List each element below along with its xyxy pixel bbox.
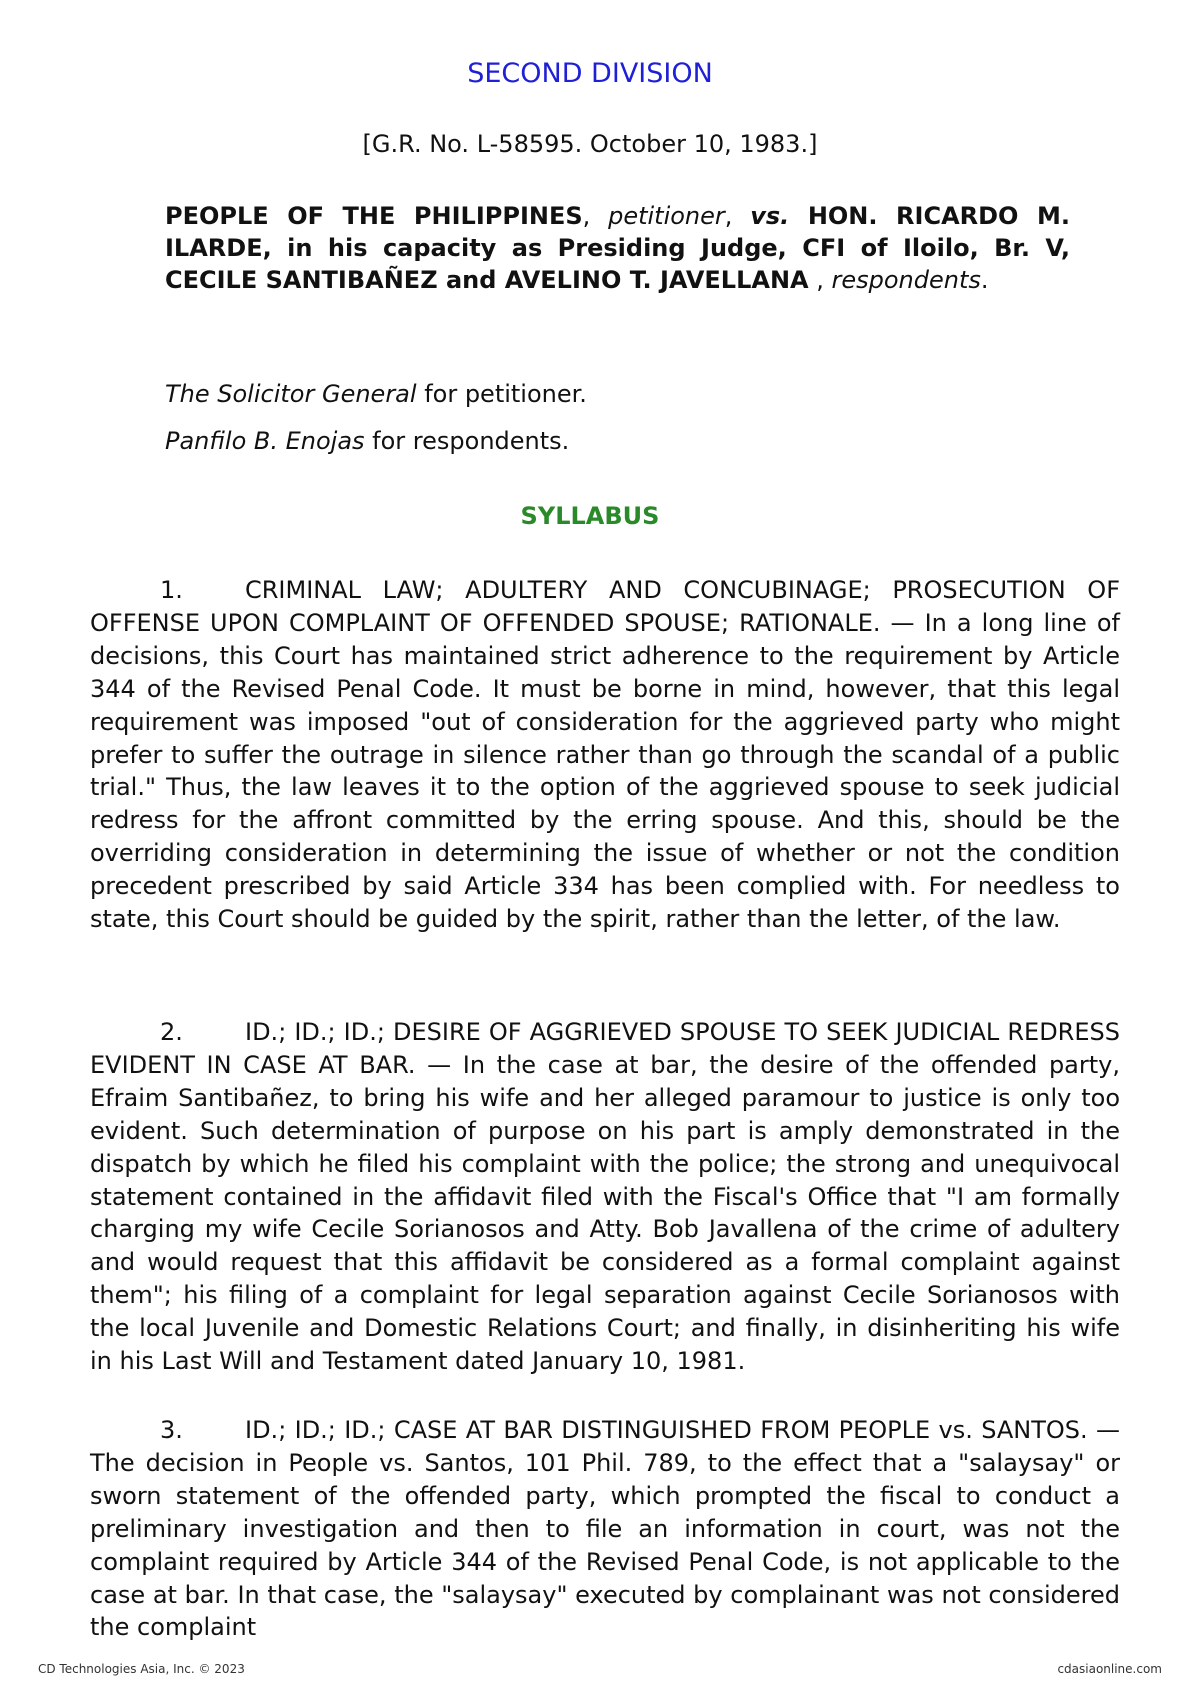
petitioner-party: PEOPLE OF THE PHILIPPINES [165, 202, 583, 230]
respondent-role: respondents [831, 266, 981, 294]
footer-copyright: CD Technologies Asia, Inc. © 2023 [38, 1662, 245, 1676]
syllabus-heading: SYLLABUS [520, 502, 660, 530]
respondent-counsel-text: for respondents. [364, 427, 570, 455]
syllabus-item-text: ID.; ID.; ID.; CASE AT BAR DISTINGUISHED FROM PEOPLE vs. SANTOS. — The decision in People vs. Santos, 101 Phil. 789, to the effect that a "salaysay" or sworn statement of the offended party, which prompted the fiscal to conduct a preliminary investigation and then to file an information in court, was not the complaint required by Article 344 of the Revised Penal Code, is not applicable to the case at bar. In that case, the "salaysay" executed by complainant was not considered the complaint [90, 1416, 1120, 1642]
syllabus-item-text: CRIMINAL LAW; ADULTERY AND CONCUBINAGE; PROSECUTION OF OFFENSE UPON COMPLAINT OF OFFENDED SPOUSE; RATIONALE. — In a long line of decisions, this Court has maintained strict adherence to the requirement by Article 344 of the Revised Penal Code. It must be borne in mind, however, that this legal requirement was imposed "out of consideration for the aggrieved party who might prefer to suffer the outrage in silence rather than go through the scandal of a public trial." Thus, the law leaves it to the option of the aggrieved spouse to seek judicial redress for the affront committed by the erring spouse. And this, should be the overriding consideration in determining the issue of whether or not the condition precedent prescribed by said Article 334 has been complied with. For needless to state, this Court should be guided by the spirit, rather than the letter, of the law. [90, 576, 1120, 934]
footer-site[interactable]: cdasiaonline.com [1057, 1662, 1162, 1676]
petitioner-counsel-name: The Solicitor General [165, 380, 417, 408]
syllabus-item-number: 1. [160, 576, 183, 604]
case-caption [165, 200, 1070, 296]
petitioner-role: petitioner [608, 202, 725, 230]
syllabus-item-number: 3. [160, 1416, 183, 1444]
respondent-parties: HON. RICARDO M. ILARDE, in his capacity as Presiding Judge, CFI of Iloilo, Br. V, CECILE SANTIBAÑEZ and AVELINO T. JAVELLANA [165, 202, 1070, 294]
caption-end: . [980, 266, 989, 294]
syllabus-item [90, 1016, 1120, 1378]
caption-separator: , [724, 202, 751, 230]
respondent-counsel [165, 425, 1070, 457]
caption-separator: , [582, 202, 609, 230]
petitioner-counsel [165, 378, 1070, 410]
petitioner-counsel-text: for petitioner. [416, 380, 587, 408]
syllabus-item [90, 574, 1120, 936]
syllabus-item [90, 1414, 1120, 1644]
syllabus-item-text: ID.; ID.; ID.; DESIRE OF AGGRIEVED SPOUSE TO SEEK JUDICIAL REDRESS EVIDENT IN CASE AT BAR. — In the case at bar, the desire of the offended party, Efraim Santibañez, to bring his wife and her alleged paramour to justice is only too evident. Such determination of purpose on his part is amply demonstrated in the dispatch by which he filed his complaint with the police; the strong and unequivocal statement contained in the affidavit filed with the Fiscal's Office that "I am formally charging my wife Cecile Sorianosos and Atty. Bob Javallena of the crime of adultery and would request that this affidavit be considered as a formal complaint against them"; his filing of a complaint for legal separation against Cecile Sorianosos with the local Juvenile and Domestic Relations Court; and finally, in disinheriting his wife in his Last Will and Testament dated January 10, 1981. [90, 1018, 1120, 1376]
syllabus-item-number: 2. [160, 1018, 183, 1046]
case-number: [G.R. No. L-58595. October 10, 1983.] [362, 130, 818, 158]
division-heading: SECOND DIVISION [467, 58, 713, 89]
respondent-counsel-name: Panfilo B. Enojas [165, 427, 365, 455]
document-page [90, 0, 1120, 1698]
caption-separator: , [808, 266, 832, 294]
versus-label: vs. [750, 202, 790, 230]
